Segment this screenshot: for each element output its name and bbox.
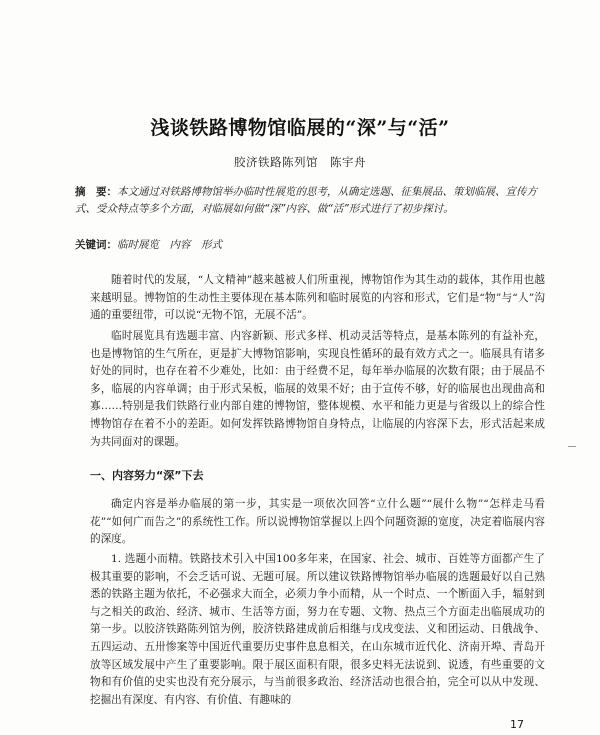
keywords-text: 临时展览 内容 形式: [117, 239, 222, 251]
page-number: 17: [510, 718, 524, 731]
article-title: 浅谈铁路博物馆临展的“深”与“活”: [150, 117, 450, 139]
abstract: [75, 184, 545, 217]
paragraph-content: 确定内容是举办临展的第一步，其实是一项依次回答“立什么题”“展什么物”“怎样走马看花”“如何广而告之”的系统性工作。所以说博物馆掌握以上四个问题资源的宽度，决定着临展内容的深度。: [90, 498, 545, 546]
paragraph-intro: 随着时代的发展，“人文精神”越来越被人们所重视，博物馆作为其生动的载体，其作用也越来越明显。博物馆的生动性主要体现在基本陈列和临时展览的内容和形式，它们是“物”与“人”沟通的重要纽带，可以说“无物不馆，无展不活”。: [90, 274, 545, 322]
abstract-text: 本文通过对铁路博物馆举办临时性展览的思考，从确定选题、征集展品、策划临展、宣传方式、受众特点等多个方面，对临展如何做“深”内容、做“活”形式进行了初步探讨。: [75, 186, 537, 215]
paragraph-temporary-exhibitions: 临时展览具有选题丰富、内容新颖、形式多样、机动灵活等特点，是基本陈列的有益补充，也是博物馆的生气所在，更是扩大博物馆影响，实现良性循环的最有效方式之一。临展具有诸多好处的同时，也存在着不少难处，比如：由于经费不足，每年举办临展的次数有限；由于展品不多，临展的内容单调；由于形式呆板，临展的效果不好；由于宣传不够，好的临展也出现曲高和寡……特别是我们铁路行业内部自建的博物馆，整体规模、水平和能力更是与省级以上的综合性博物馆存在着不小的差距。如何发挥铁路博物馆自身特点，让临展的内容深下去，形式活起来成为共同面对的课题。: [90, 330, 545, 448]
author-line: 胶济铁路陈列馆 陈宇舟: [234, 155, 366, 169]
keywords: [75, 237, 545, 253]
keywords-label: 关键词：: [75, 239, 117, 251]
margin-mark: [568, 446, 576, 447]
paragraph-topic-selection: 1. 选题小而精。铁路技术引入中国100多年来，在国家、社会、城市、百姓等方面都产生了极其重要的影响，不会乏话可说、无题可展。所以建议铁路博物馆举办临展的选题最好以自己熟悉的铁路主题为依托，不必强求大而全，必须力争小而精，从一个时点、一个断面入手，辐射到与之相关的政治、经济、城市、生活等方面，努力在专题、文物、热点三个方面走出临展成功的第一步。以胶济铁路陈列馆为例，胶济铁路建成前后相继与戊戌变法、义和团运动、日俄战争、五四运动、五卅惨案等中国近代重要历史事件息息相关，在山东城市近代化、济南开埠、青岛开放等区域发展中产生了重要影响。限于展区面积有限，很多史料无法说到、说透，有些重要的文物和有价值的史实也没有充分展示，与当前很多政治、经济活动也很合拍，完全可以从中发现、挖掘出有深度、有内容、有价值、有趣味的: [90, 553, 545, 706]
abstract-label: 摘 要：: [75, 186, 117, 198]
section-heading: 一、内容努力“深”下去: [90, 469, 204, 482]
